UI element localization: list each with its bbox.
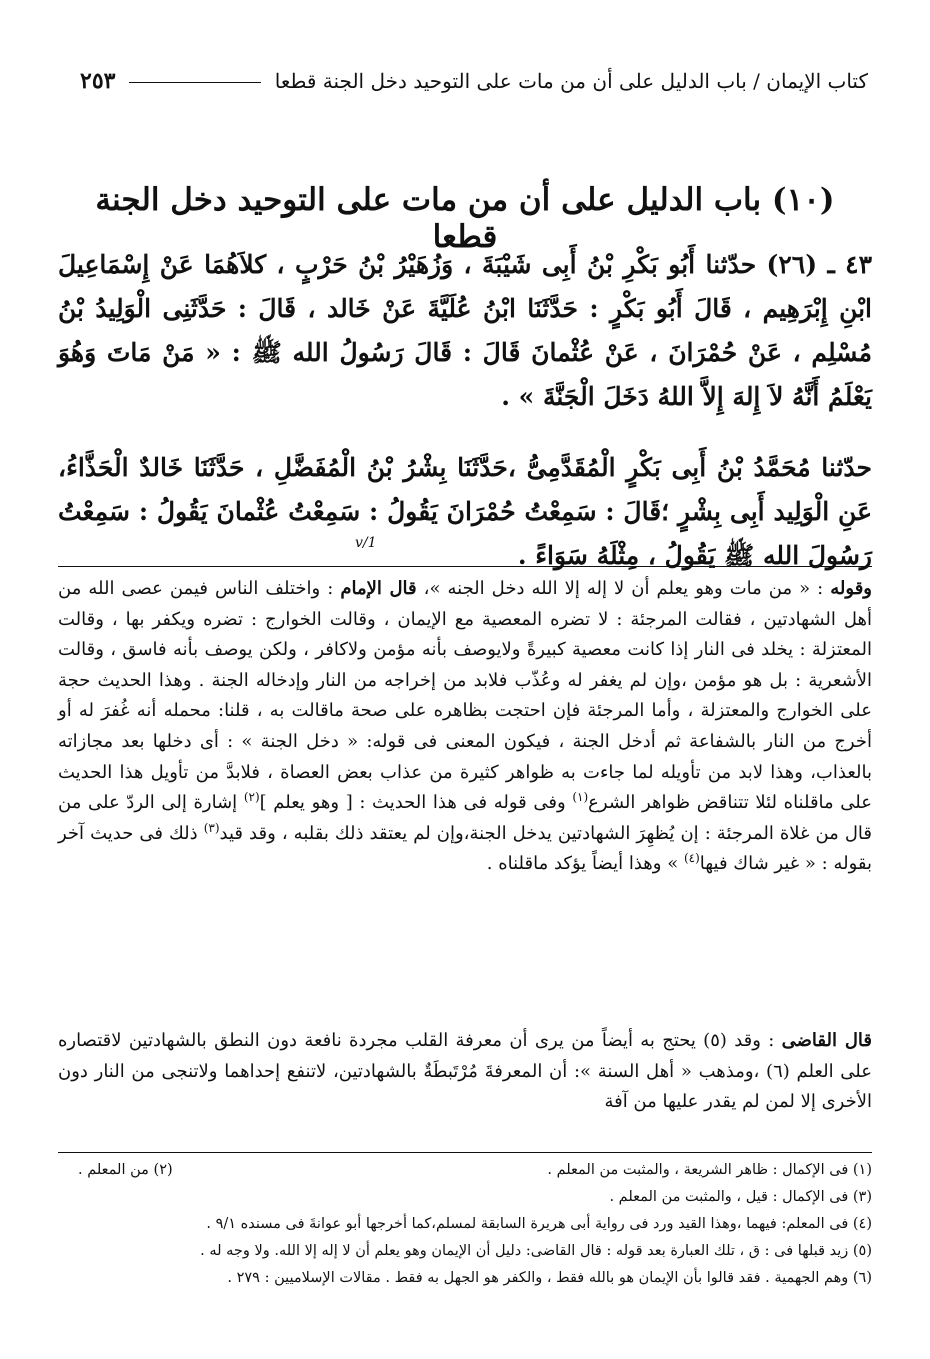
commentary-text: : « من مات وهو يعلم أن لا إله إلا الله دخل الجنه »، [416,578,831,599]
footnote-row [58,1157,872,1184]
commentary-text: ذلك فى حديث آخر بقوله : « غير شاك فيها [58,822,872,875]
commentary-text: : وقد (٥) يحتج به أيضاً من يرى أن معرفة القلب مجردة نافعة دون النطق بالشهادتين لاقتصاره على العلم (٦) ،ومذهب « أهل السنة »: أن المعرفةَ مُرْتَبطَةٌ بالشهادتين، لاتنفع إحداهما ولاتنجى من النار دون الأخرى إلا لمن لم يقدر عليها من آفة [58,1030,873,1113]
commentary-separator [58,566,872,567]
commentary-paragraph-2 [58,1026,872,1118]
running-header [80,70,868,92]
footnote-ref: (٤) [683,851,700,866]
footnote-ref: (١) [572,790,589,805]
commentary-text: » وهذا أيضاً يؤكد ماقلناه . [486,853,684,875]
footnote-ref: (٢) [243,790,260,805]
footnote-separator [58,1152,872,1153]
manuscript-collation-mark: v/1 [355,535,377,551]
footnote-3: (٣) فى الإكمال : قيل ، والمثبت من المعلم . [609,1189,872,1205]
commentary-label-qawluhu: وقوله [830,578,872,599]
footnote-4: (٤) فى المعلم: فيهما ،وهذا القيد ورد فى رواية أبى هريرة السابقة لمسلم،كما أخرجها أبو عوانةَ فى مسنده ٩/١ . [206,1216,872,1232]
commentary-text: : واختلف الناس فيمن عصى الله من أهل الشهادتين ، فقالت المرجئة : لا تضره المعصية مع الإيمان ، وقالت الخوارج : تضره ويكفر بها ، وقالت المعتزلة : يخلد فى النار إذا كانت معصية كبيرةً ولايوصف بأنه مؤمن ولاكافر ، ولكن يوصف بأنه فاسق ، وقالت الأشعرية : بل هو مؤمن ،وإن لم يغفر له وعُذّب فلابد من إخراجه من النار وإدخاله الجنة . وهذا الحديث حجة على الخوارج والمعتزلة ، وأما المرجئة فإن احتجت بظاهره على صحة ماقالت به ، قلنا: محمله أنه غُفرَ له أو أخرج من النار بالشفاعة ثم أدخل الجنة ، فيكون المعنى فى قوله: « دخل الجنة » : أى دخلها بعد مجازاته بالعذاب، وهذا لابد من تأويله لما جاءت به ظواهر كثيرة من عذاب بعض العصاة ، فلابدَّ من تأويل هذا الحديث على ماقلناه لئلا تتناقض ظواهر الشرع [58,578,873,814]
footnote-5: (٥) زيد قبلها فى : ق ، تلك العبارة بعد قوله : قال القاضى: دليل أن الإيمان وهو يعلم أن لا إله إلا الله. ولا وجه له . [200,1243,872,1259]
chapter-title: (١٠) باب الدليل على أن من مات على التوحيد دخل الجنة قطعا [95,182,835,256]
commentary-text: إشارة إلى الردّ على من قال من غلاة المرجئة : إن يُظهِرَ الشهادتين يدخل الجنة،وإن لم يعتقد ذلك بقلبه ، وقد قيد [58,792,873,844]
page-number: ٢٥٣ [80,68,116,94]
running-header-title: كتاب الإيمان / باب الدليل على أن من مات على التوحيد دخل الجنة قطعا [274,69,868,93]
commentary-text: وفى قوله فى هذا الحديث : [ وهو يعلم ] [259,792,573,814]
footnotes [58,1157,872,1292]
footnote-ref: (٣) [203,820,220,835]
commentary-label-qadi: قال القاضى [781,1030,873,1051]
footnote-1: (١) فى الإكمال : ظاهر الشريعة ، والمثبت من المعلم . [547,1162,872,1178]
hadith-text-1: ٤٣ ـ (٢٦) حدّثنا أَبُو بَكْرِ بْنُ أَبِى شَيْبَةَ ، وَزُهَيْرُ بْنُ حَرْبٍ ، كلاَهُمَا عَنْ إِسْمَاعِيلَ ابْنِ إِبْرَهِيم ، قَالَ أَبُو بَكْرٍ : حَدَّثَنَا ابْنُ عُلَيَّةَ عَنْ خَالد ، قَالَ : حَدَّثَنِى الْوَلِيدُ بْنُ مُسْلِم ، عَنْ حُمْرَانَ ، عَنْ عُثْمانَ قَالَ : قَالَ رَسُولُ الله ﷺ : « مَنْ مَاتَ وَهُوَ يَعْلَمُ أَنَّهُ لاَ إِلهَ إِلاَّ اللهُ دَخَلَ الْجَنَّةَ » . [58,250,873,411]
hadith-text-2: حدّثنا مُحَمَّدُ بْنُ أَبِى بَكْرٍ الْمُقَدَّمِىُّ ،حَدَّثَنَا بِشْرُ بْنُ الْمُفَضَّلِ ، حَدَّثَنَا خَالدٌ الْحَذَّاءُ، عَنِ الْوَلِيد أَبِى بِشْرٍ ؛قَالَ : سَمِعْتُ حُمْرَانَ يَقُولُ : سَمِعْتُ عُثْمانَ يَقُولُ : سَمِعْتُ رَسُولَ الله ﷺ يَقُولُ ، مِثْلَهُ سَوَاءً . [58,453,872,570]
footnote-6: (٦) وهم الجهمية . فقد قالوا بأن الإيمان هو بالله فقط ، والكفر هو الجهل به فقط . مقالات الإسلاميين : ٢٧٩ . [227,1270,872,1286]
footnote-2: (٢) من المعلم . [78,1162,173,1178]
running-header-rule [129,82,260,83]
commentary-label-imam: قال الإمام [340,578,417,599]
commentary-paragraph-1 [58,574,872,880]
